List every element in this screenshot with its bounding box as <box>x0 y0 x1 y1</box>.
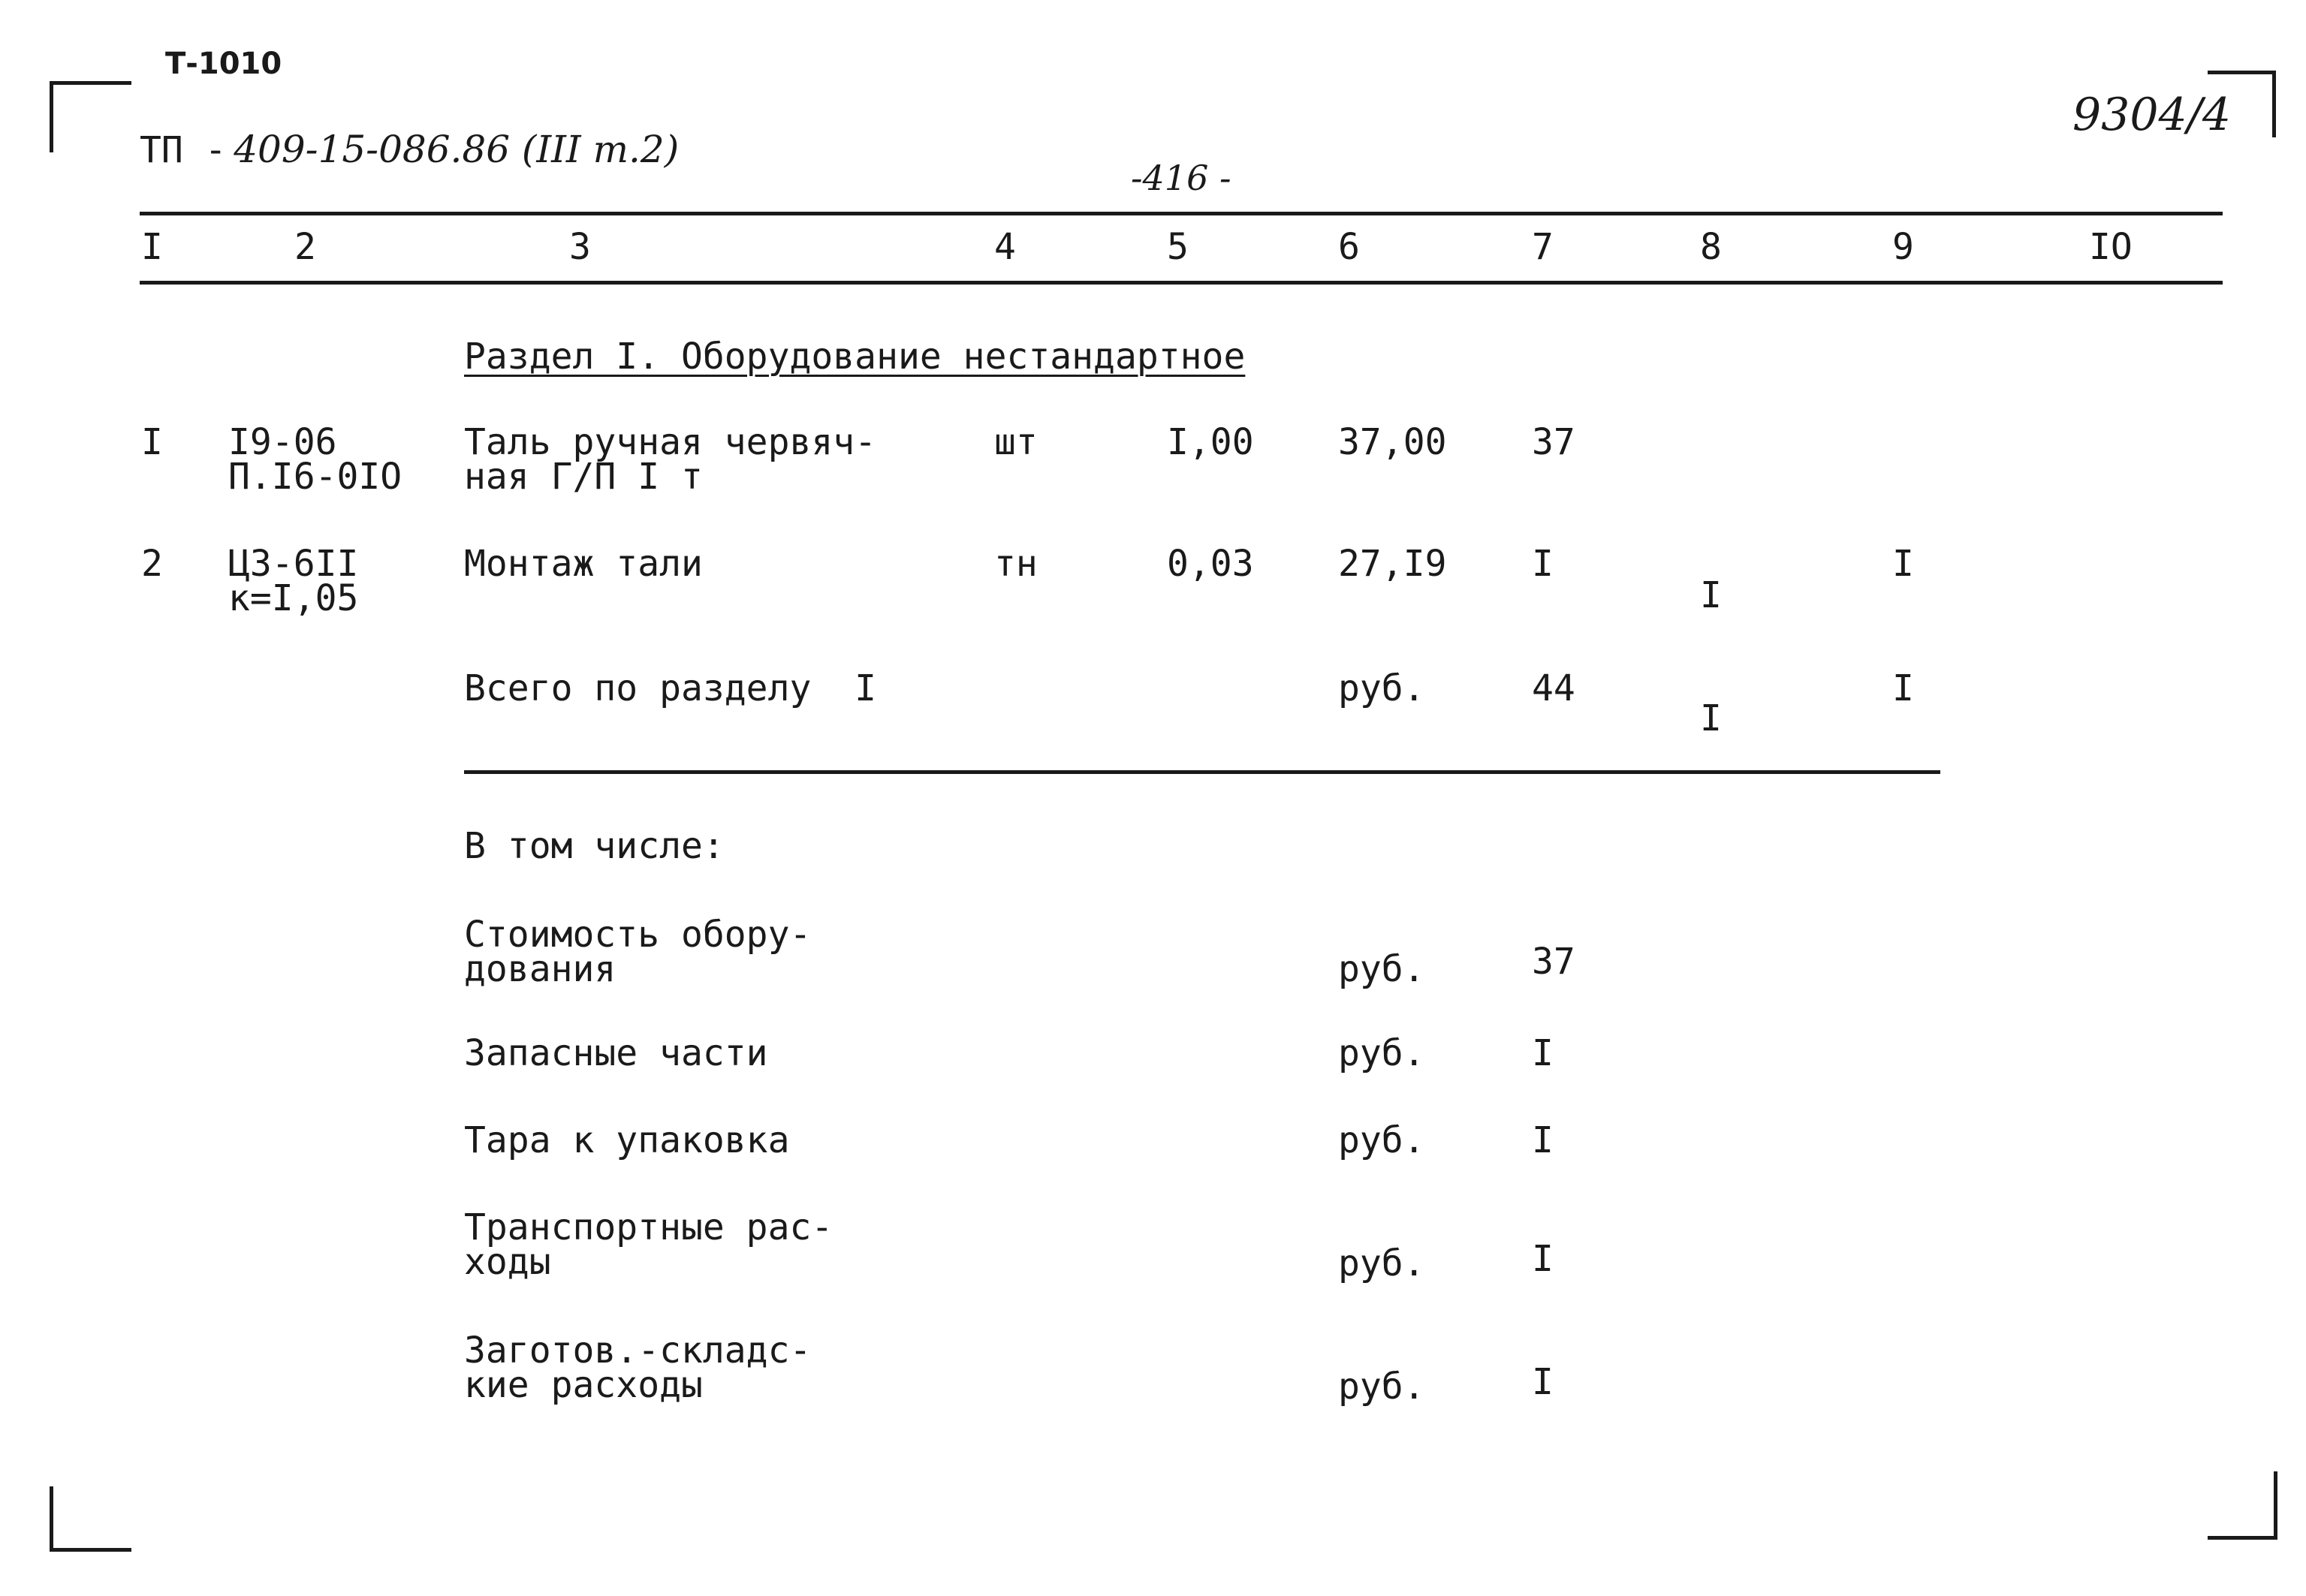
column-header-8: 8 <box>1700 226 1722 268</box>
row-number: I <box>141 421 163 463</box>
column-header-5: 5 <box>1167 226 1189 268</box>
breakdown-value: I <box>1532 1238 1554 1280</box>
total-label: Всего по разделу I <box>464 667 877 709</box>
quantity: 0,03 <box>1167 543 1254 585</box>
column-header-6: 6 <box>1338 226 1360 268</box>
column-header-4: 4 <box>994 226 1016 268</box>
breakdown-value: I <box>1532 1119 1554 1161</box>
breakdown-unit: руб. <box>1338 1242 1425 1284</box>
breakdown-value: I <box>1532 1032 1554 1074</box>
column-header-2: 2 <box>294 226 316 268</box>
header-top-rule <box>140 212 2223 215</box>
col7-value: 37 <box>1532 421 1575 463</box>
section-title: Раздел I. Оборудование нестандартное <box>464 336 1246 378</box>
breakdown-label: Стоимость обору- дования <box>464 914 812 990</box>
breakdown-unit: руб. <box>1338 1119 1425 1161</box>
header-bottom-rule <box>140 281 2223 285</box>
total-col9: I <box>1892 667 1914 709</box>
breakdown-value: 37 <box>1532 941 1575 983</box>
column-header-10: IO <box>2089 226 2133 268</box>
column-header-1: I <box>141 226 163 268</box>
including-label: В том числе: <box>464 825 725 867</box>
column-header-7: 7 <box>1532 226 1554 268</box>
column-header-9: 9 <box>1892 226 1914 268</box>
col9-value: I <box>1892 543 1914 585</box>
project-number-handwritten: 409-15-086.86 (III т.2) <box>234 128 680 171</box>
project-number <box>140 128 679 171</box>
unit-price: 27,I9 <box>1338 543 1447 585</box>
total-col7: 44 <box>1532 667 1575 709</box>
item-name: Монтаж тали <box>464 543 703 585</box>
breakdown-value: I <box>1532 1361 1554 1403</box>
total-col8: I <box>1700 697 1722 739</box>
quantity: I,00 <box>1167 421 1254 463</box>
breakdown-label: Заготов.-складс- кие расходы <box>464 1329 812 1406</box>
breakdown-unit: руб. <box>1338 1366 1425 1408</box>
item-name: Таль ручная червяч- ная Г/П I т <box>464 421 877 498</box>
col8-value: I <box>1700 574 1722 616</box>
col7-value: I <box>1532 543 1554 585</box>
corner-mark-top-left <box>50 81 131 152</box>
breakdown-label: Запасные части <box>464 1032 768 1074</box>
price-code: ЦЗ-6II к=I,05 <box>228 543 359 619</box>
document-code: Т-1010 <box>165 47 282 81</box>
corner-mark-bottom-left <box>50 1486 131 1552</box>
price-code: I9-06 П.I6-0IO <box>228 421 402 498</box>
corner-mark-bottom-right <box>2208 1471 2277 1540</box>
breakdown-unit: руб. <box>1338 948 1425 990</box>
total-unit: руб. <box>1338 667 1425 709</box>
document-number: 9304/4 <box>2072 89 2232 141</box>
unit-price: 37,00 <box>1338 421 1447 463</box>
breakdown-label: Тара к упаковка <box>464 1119 790 1161</box>
page-number: -416 - <box>1131 158 1231 198</box>
column-header-3: 3 <box>569 226 591 268</box>
total-rule <box>464 770 1940 774</box>
breakdown-unit: руб. <box>1338 1032 1425 1074</box>
breakdown-label: Транспортные рас- ходы <box>464 1206 833 1283</box>
unit: тн <box>994 543 1038 585</box>
project-prefix: ТП - <box>140 129 227 171</box>
unit: шт <box>994 421 1038 463</box>
row-number: 2 <box>141 543 163 585</box>
